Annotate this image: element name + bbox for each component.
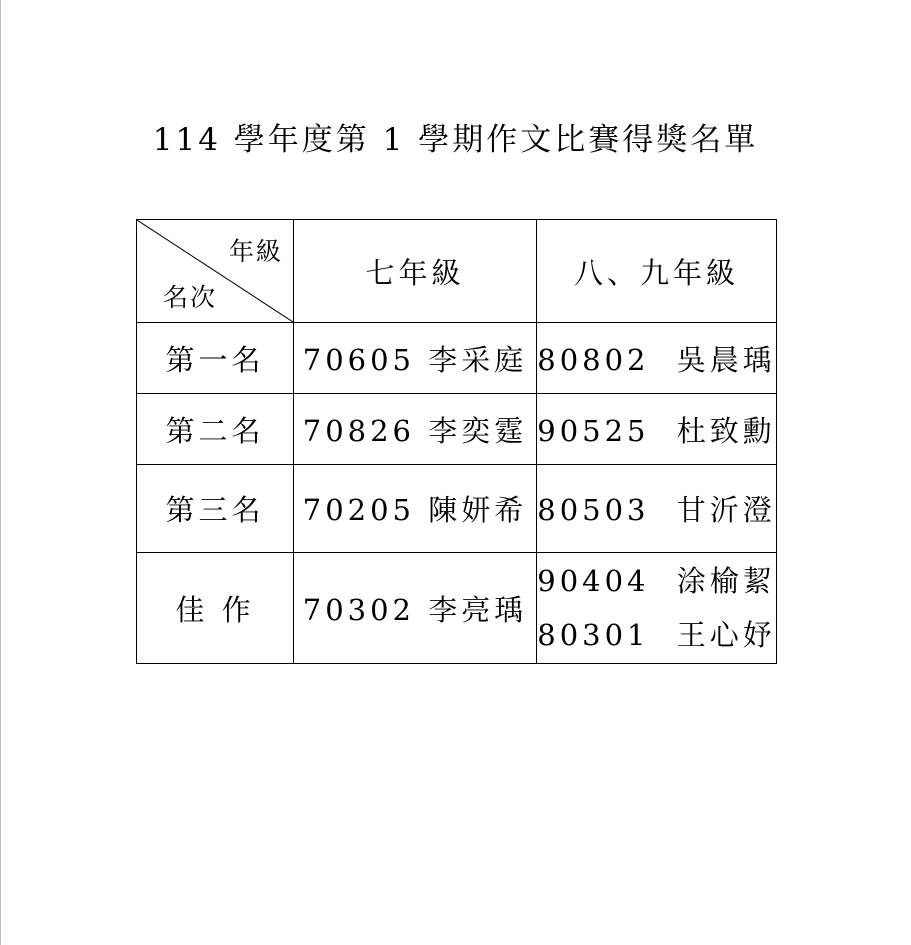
- corner-header-cell: [137, 220, 294, 323]
- table-row: [137, 553, 777, 664]
- grade89-winner-cell: [537, 323, 777, 394]
- header-row: [137, 220, 777, 323]
- student-name: 杜致勳: [676, 413, 776, 448]
- rank-cell: 佳 作: [137, 553, 294, 664]
- rank-axis-label: 名次: [163, 283, 218, 312]
- student-name: 李奕霆: [428, 413, 528, 448]
- grade89-winner-cell: [537, 394, 777, 465]
- rank-cell: 第二名: [137, 394, 294, 465]
- student-id: 90525: [537, 413, 650, 448]
- winner-entry: [537, 554, 776, 608]
- page-title: 114 學年度第 1 學期作文比賽得獎名單: [152, 122, 759, 158]
- student-name: 陳妍希: [428, 493, 528, 527]
- student-name: 李采庭: [428, 342, 528, 377]
- student-id: 80503: [537, 493, 650, 527]
- student-name: 涂榆絜: [676, 564, 776, 598]
- rank-cell: 第三名: [137, 465, 294, 553]
- grade7-winner-cell: [294, 465, 537, 553]
- student-name: 李亮瑀: [428, 592, 528, 627]
- column-header-grade7: 七年級: [294, 220, 537, 323]
- column-header-grade89: 八、九年級: [537, 220, 777, 323]
- grade7-winner-cell: [294, 553, 537, 664]
- student-id: 70302: [302, 592, 416, 627]
- student-id: 70605: [302, 342, 416, 377]
- grade89-winner-cell: [537, 465, 777, 553]
- student-id: 90404: [537, 564, 650, 598]
- grade89-winner-cell: [537, 553, 777, 664]
- student-id: 80301: [537, 618, 650, 652]
- student-id: 70205: [302, 493, 416, 527]
- rank-cell: 第一名: [137, 323, 294, 394]
- table-row: [137, 394, 777, 465]
- table-row: [137, 465, 777, 553]
- grade7-winner-cell: [294, 394, 537, 465]
- grade7-winner-cell: [294, 323, 537, 394]
- student-id: 80802: [537, 342, 650, 377]
- table-row: [137, 323, 777, 394]
- student-name: 吳晨瑀: [676, 342, 776, 377]
- student-name: 王心妤: [676, 618, 776, 652]
- award-table: [136, 219, 777, 664]
- winner-entry: [537, 608, 776, 662]
- student-id: 70826: [302, 413, 416, 448]
- grade-axis-label: 年級: [228, 237, 283, 266]
- student-name: 甘沂澄: [676, 493, 776, 527]
